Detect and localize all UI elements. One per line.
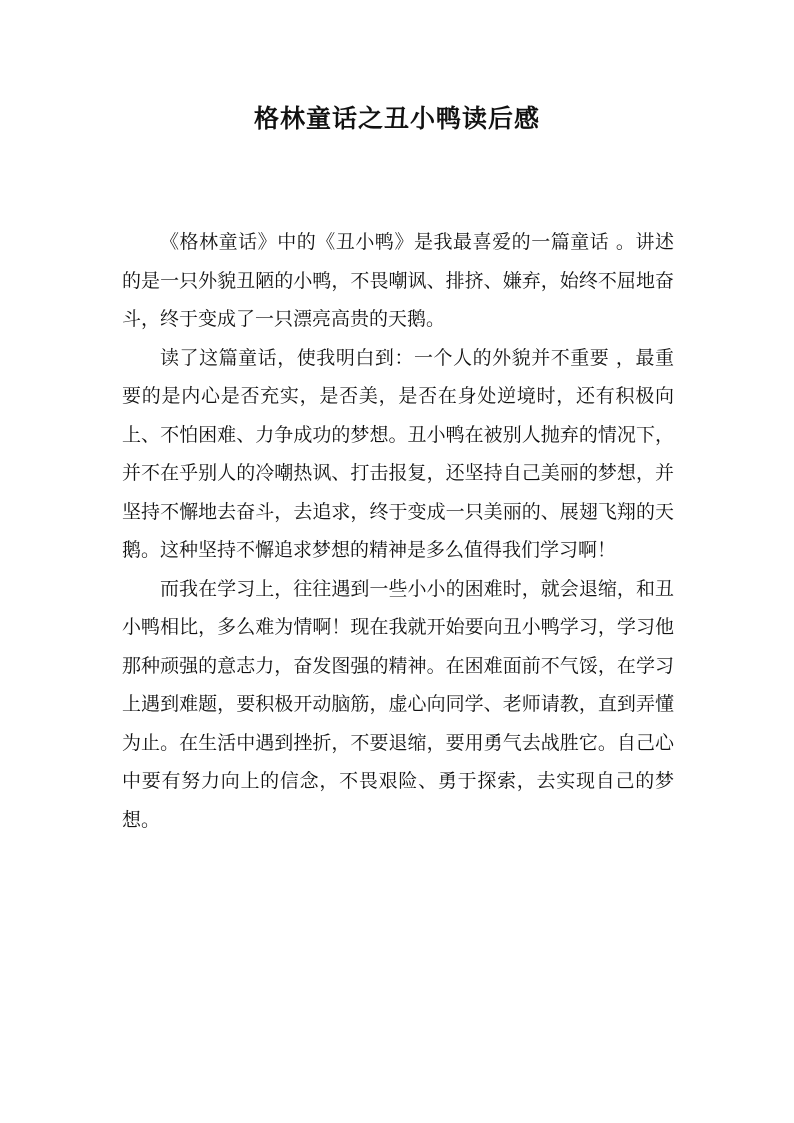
paragraph-3: 而我在学习上，往往遇到一些小小的困难时，就会退缩，和丑小鸭相比，多么难为情啊！现在我就开始要向丑小鸭学习，学习他那种顽强的意志力，奋发图强的精神。在困难面前不气馁，在学习上遇到难题，要积极开动脑筋，虚心向同学、老师请教，直到弄懂为止。在生活中遇到挫折，不要退缩，要用勇气去战胜它。自己心中要有努力向上的信念，不畏艰险、勇于探索，去实现自己的梦想。 bbox=[122, 577, 674, 831]
paragraph-1: 《格林童话》中的《丑小鸭》是我最喜爱的一篇童话 。讲述的是一只外貌丑陋的小鸭，不畏嘲讽、排挤、嫌弃，始终不屈地奋斗，终于变成了一只漂亮高贵的天鹅。 bbox=[122, 231, 674, 330]
paragraph-2: 读了这篇童话，使我明白到：一个人的外貌并不重要 ，最重要的是内心是否充实，是否美，是否在身处逆境时，还有积极向上、不怕困难、力争成功的梦想。丑小鸭在被别人抛弃的情况下，并不在乎别人的冷嘲热讽、打击报复，还坚持自己美丽的梦想，并坚持不懈地去奋斗，去追求，终于变成一只美丽的、展翅飞翔的天鹅。这种坚持不懈追求梦想的精神是多么值得我们学习啊！ bbox=[122, 346, 674, 561]
document-title: 格林童话之丑小鸭读后感 bbox=[253, 104, 540, 133]
document-body bbox=[122, 223, 674, 839]
